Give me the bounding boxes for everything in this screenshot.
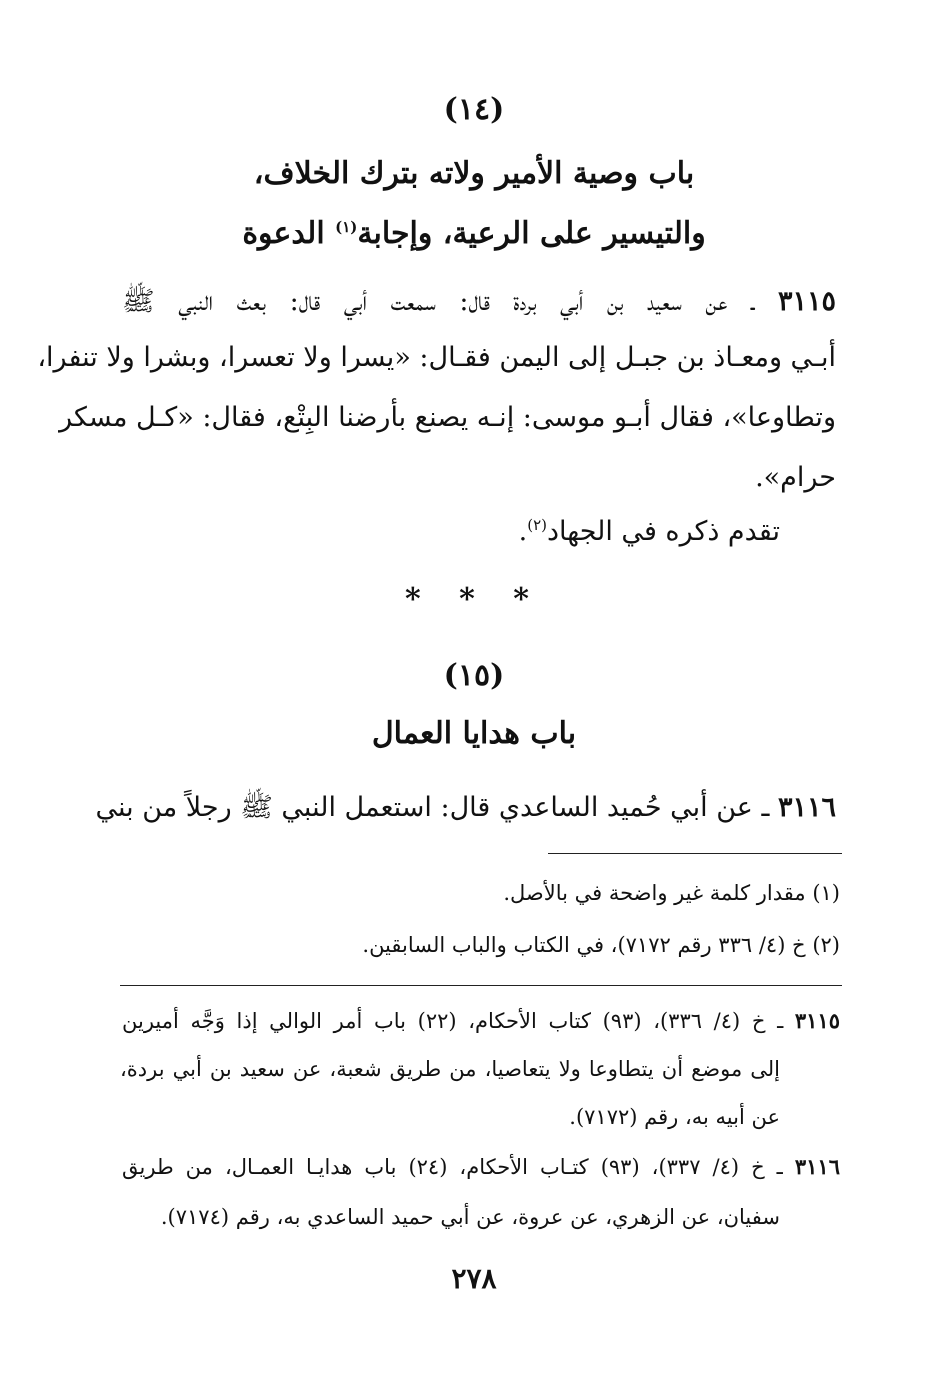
hadith-3115-number: ٣١١٥: [777, 286, 836, 317]
footnote-ref-2: (٢): [527, 516, 547, 534]
hadith-3116-line-1-text: ـ عن أبي حُميد الساعدي قال: استعمل النبي ﷺ رجلاً من بني: [95, 792, 778, 823]
footnote-ref-1: (١): [335, 218, 358, 236]
source-3116-line-2: سفيان، عن الزهري، عن عروة، عن أبي حميد الساعدي به، رقم (٧١٧٤).: [160, 1205, 780, 1229]
page-number: ٢٧٨: [451, 1262, 497, 1295]
chapter-14-title-line-2-text: والتيسير على الرعية، وإجابة: [357, 216, 706, 251]
source-3116-line-1-text: ـ خ (٤/ ٣٣٧)، (٩٣) كتـاب الأحكام، (٢٤) باب هدايـا العمـال، من طريق: [122, 1155, 795, 1179]
chapter-14-title-line-1: باب وصية الأمير ولاته بترك الخلاف،: [253, 156, 695, 191]
hadith-3115-line-1: [122, 282, 836, 322]
chapter-15-number: (١٥): [443, 658, 505, 693]
source-3115-number: ٣١١٥: [794, 1008, 840, 1033]
chapter-15-title: باب هدايا العمال: [371, 716, 577, 751]
chapter-14-number: (١٤): [443, 92, 505, 127]
hadith-3115-line-2: أبـي ومعـاذ بن جبـل إلى اليمن فقـال: «يسرا ولا تعسرا، وبشرا ولا تنفرا،: [37, 342, 836, 373]
footnote-1-text: مقدار كلمة غير واضحة في بالأصل.: [503, 881, 806, 905]
section-separator: * * *: [405, 582, 543, 617]
hadith-3115-note-end: .: [518, 516, 528, 547]
source-3115-line-2: إلى موضع أن يتطاوعا ولا يتعاصيا، من طريق شعبة، عن سعيد بن أبي بردة،: [120, 1057, 780, 1081]
hadith-3115-note: [519, 512, 780, 552]
footnotes-divider: [548, 853, 842, 854]
source-3116-line-1: [122, 1152, 840, 1182]
hadith-3115-line-4: حرام».: [755, 462, 836, 493]
footnote-2-text: خ (٤/ ٣٣٦ رقم ٧١٧٢)، في الكتاب والباب السابقين.: [362, 933, 806, 957]
footnote-2-ref: (٢): [812, 933, 840, 957]
source-3115-line-3: عن أبيه به، رقم (٧١٧٢).: [569, 1105, 780, 1129]
hadith-3115-line-3: وتطاوعا»، فقال أبـو موسى: إنـه يصنع بأرضنا البِتْع، فقال: «كـل مسكر: [59, 402, 836, 433]
hadith-3116-number: ٣١١٦: [777, 792, 836, 823]
source-3115-line-1: [122, 1006, 840, 1036]
sources-divider: [120, 985, 842, 986]
hadith-3115-line-1-text: ـ عن سعيد بن أبي بردة قال: سمعت أبي قال: بعث النبي ﷺ: [122, 286, 778, 317]
hadith-3115-note-text: تقدم ذكره في الجهاد: [547, 516, 780, 547]
footnote-1-ref: (١): [812, 881, 840, 905]
hadith-3116-line-1: [95, 788, 836, 828]
chapter-14-title-line-2: [0, 216, 948, 251]
footnote-2: [362, 930, 840, 960]
source-3115-line-1-text: ـ خ (٤/ ٣٣٦)، (٩٣) كتاب الأحكام، (٢٢) باب أمر الوالي إذا وَجَّه أميرين: [122, 1009, 795, 1033]
footnote-1: [503, 878, 840, 908]
source-3116-number: ٣١١٦: [794, 1154, 840, 1179]
chapter-14-title-line-2-end: الدعوة: [242, 216, 336, 251]
